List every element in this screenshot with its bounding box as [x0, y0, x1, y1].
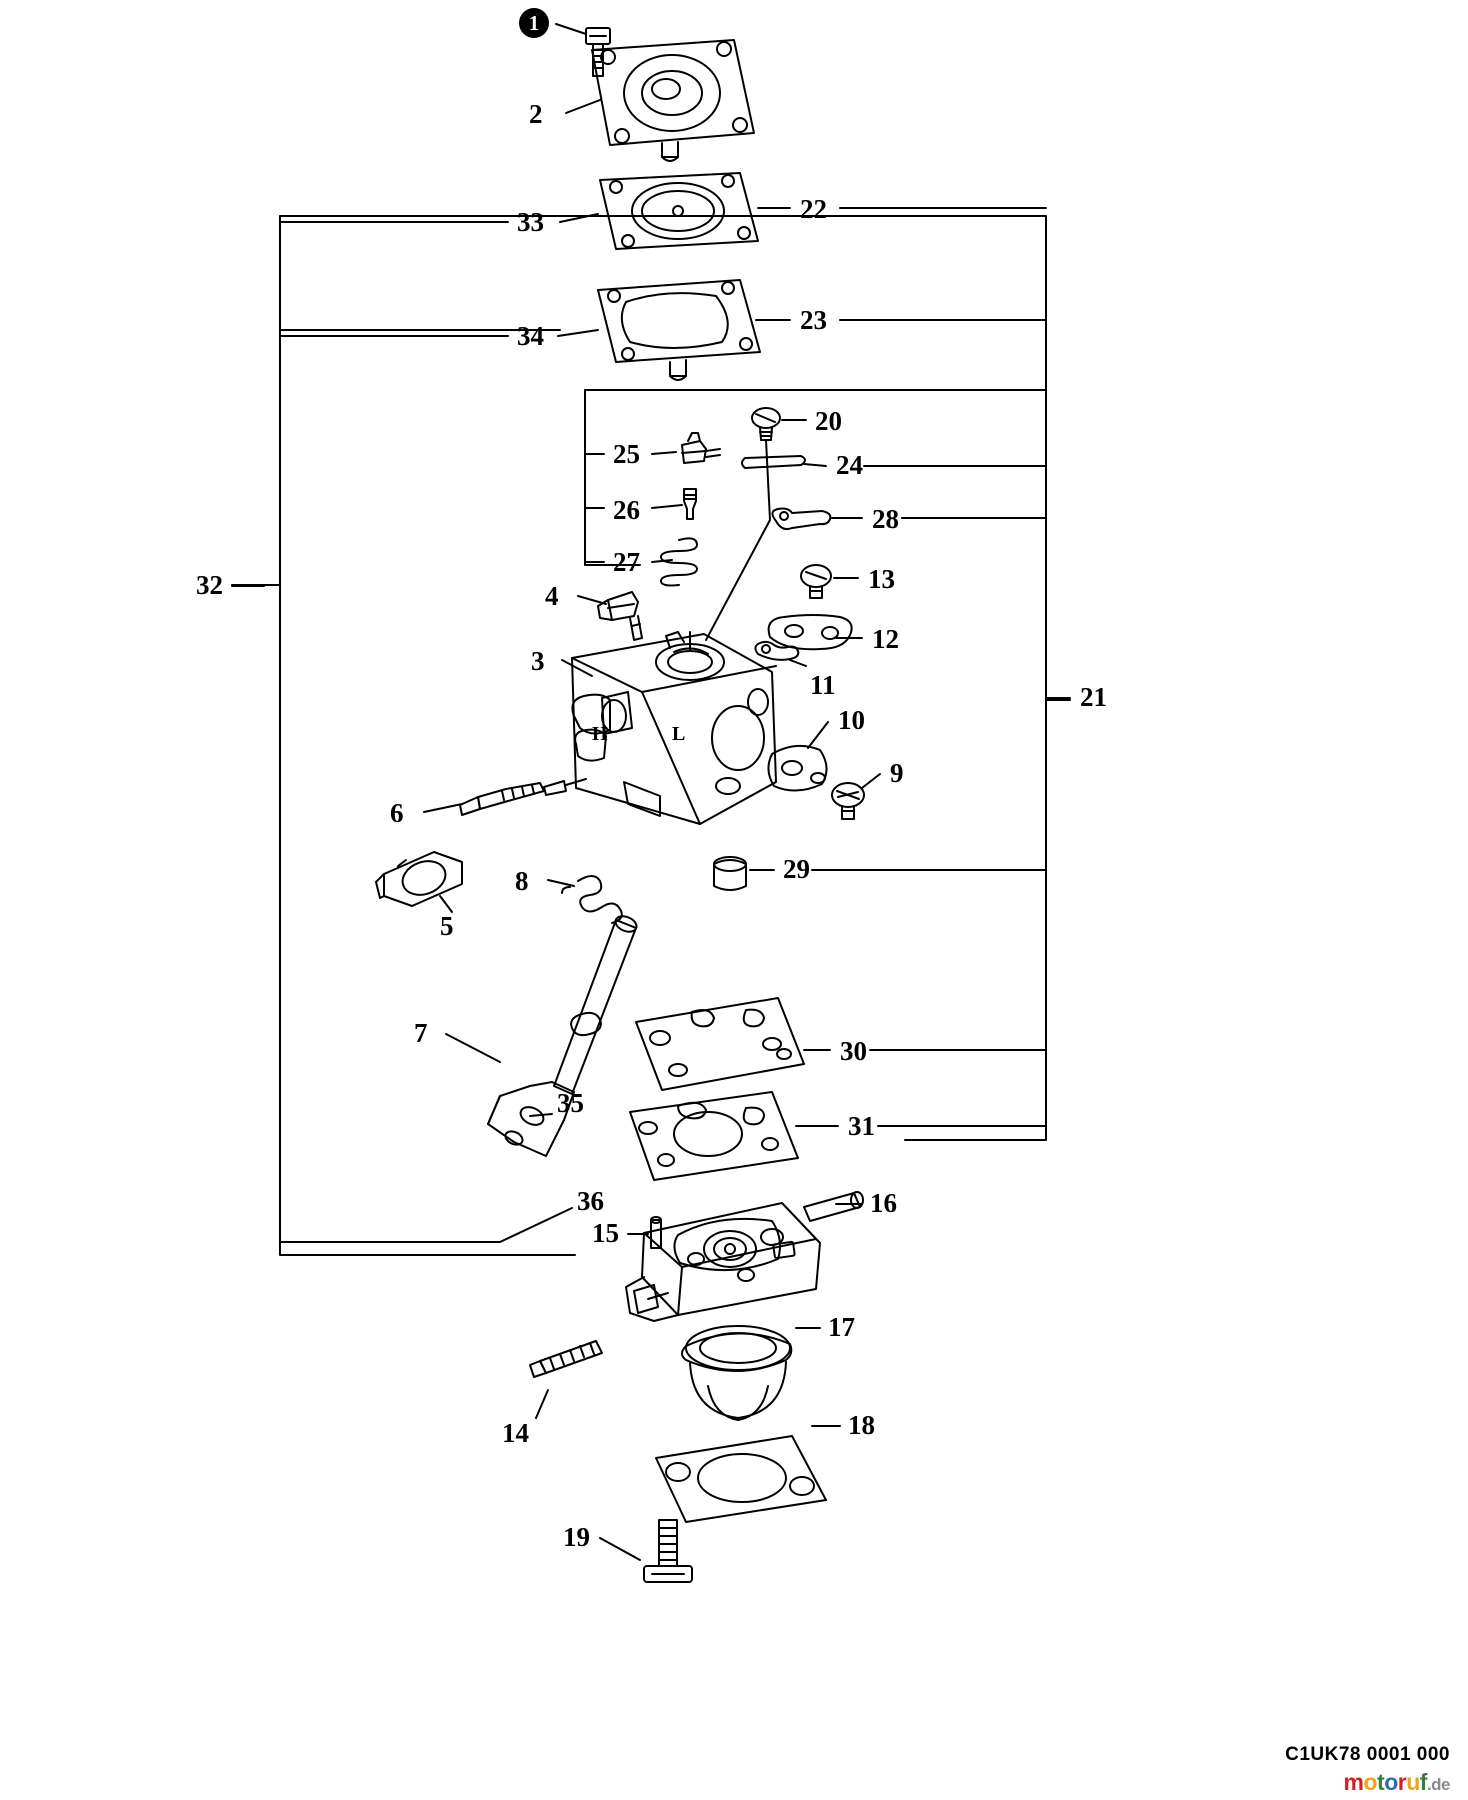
callout-4: 4 [545, 581, 559, 611]
body-mark-high: H [592, 723, 608, 745]
callout-26: 26 [613, 495, 640, 525]
callout-29: 29 [783, 854, 810, 884]
callout-22: 22 [800, 194, 827, 224]
watermark-letter-t: t [1377, 1769, 1385, 1795]
callout-36: 36 [577, 1186, 604, 1216]
callout-15: 15 [592, 1218, 619, 1248]
callout-27: 27 [613, 547, 640, 577]
watermark-letter-r: r [1397, 1769, 1407, 1795]
callout-16: 16 [870, 1188, 897, 1218]
callout-12: 12 [872, 624, 899, 654]
callout-24: 24 [836, 450, 863, 480]
callout-9: 9 [890, 758, 904, 788]
callout-17: 17 [828, 1312, 855, 1342]
callout-20: 20 [815, 406, 842, 436]
callout-32: 32 [196, 570, 223, 600]
callout-5: 5 [440, 911, 454, 941]
callout-21: 21 [1080, 682, 1107, 712]
callout-1: 1 [519, 8, 549, 38]
callout-25: 25 [613, 439, 640, 469]
callout-23: 23 [800, 305, 827, 335]
callout-14: 14 [502, 1418, 529, 1448]
watermark-letter-m: m [1343, 1769, 1364, 1795]
callout-31: 31 [848, 1111, 875, 1141]
callout-28: 28 [872, 504, 899, 534]
callout-18: 18 [848, 1410, 875, 1440]
body-mark-low: L [672, 723, 686, 745]
callout-2: 2 [529, 99, 543, 129]
watermark-letter-o1: o [1363, 1769, 1378, 1795]
callout-10: 10 [838, 705, 865, 735]
callout-33: 33 [517, 207, 544, 237]
callout-34: 34 [517, 321, 544, 351]
watermark-tld: .de [1426, 1775, 1450, 1794]
watermark-letter-o2: o [1384, 1769, 1398, 1795]
callout-30: 30 [840, 1036, 867, 1066]
watermark-letter-u: u [1406, 1769, 1420, 1795]
callout-11: 11 [810, 670, 836, 700]
site-watermark [1344, 1769, 1451, 1796]
callout-3: 3 [531, 646, 545, 676]
callout-7: 7 [414, 1018, 428, 1048]
diagram-footer-code: C1UK78 0001 000 [1285, 1744, 1450, 1765]
watermark-letter-f: f [1419, 1769, 1427, 1795]
callout-19: 19 [563, 1522, 590, 1552]
callout-35: 35 [557, 1088, 584, 1118]
callout-13: 13 [868, 564, 895, 594]
callout-8: 8 [515, 866, 529, 896]
callout-6: 6 [390, 798, 404, 828]
